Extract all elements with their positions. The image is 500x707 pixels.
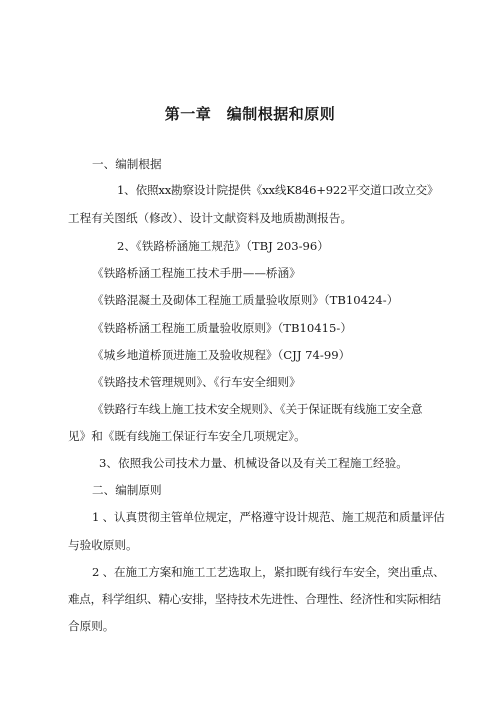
chapter-title: 第一章 编制根据和原则: [164, 105, 336, 123]
paragraph-line: 见》和《既有线施工保证行车安全几项规定》。: [68, 429, 306, 443]
paragraph-line: 难点，科学组织、精心安排，坚持技术先进性、合理性、经济性和实际相结: [68, 592, 441, 606]
paragraph-line: 2 、在施工方案和施工工艺选取上，紧扣既有线行车安全，突出重点、: [92, 565, 445, 579]
paragraph-line: 1、依照xx勘察设计院提供《xx线K846+922平交道口改立交》: [117, 183, 439, 197]
paragraph-line: 《城乡地道桥顶进施工及验收规程》（CJJ 74-99）: [92, 348, 351, 362]
paragraph-line: 《铁路桥涵工程施工技术手册——桥涵》: [92, 266, 301, 280]
paragraph-line: 与验收原则。: [68, 538, 138, 552]
paragraph-line: 工程有关图纸（修改）、设计文献资料及地质勘测报告。: [68, 211, 353, 225]
paragraph-line: 《铁路技术管理规则》、《行车安全细则》: [92, 375, 301, 389]
section-heading-principles: 二、编制原则: [92, 483, 162, 497]
paragraph-line: 3、依照我公司技术力量、机械设备以及有关工程施工经验。: [99, 456, 408, 470]
section-heading-basis: 一、编制根据: [92, 157, 162, 171]
paragraph-line: 1 、认真贯彻主管单位规定，严格遵守设计规范、施工规范和质量评估: [92, 510, 445, 524]
paragraph-line: 《铁路混凝土及砌体工程施工质量验收原则》（TB10424-）: [92, 293, 399, 307]
paragraph-line: 《铁路桥涵工程施工质量验收原则》（TB10415-）: [92, 321, 352, 335]
paragraph-line: 2、《铁路桥涵施工规范》（TBJ 203-96）: [117, 239, 329, 253]
paragraph-line: 《铁路行车线上施工技术安全规则》、《关于保证既有线施工安全意: [92, 402, 423, 416]
paragraph-line: 合原则。: [68, 619, 115, 633]
